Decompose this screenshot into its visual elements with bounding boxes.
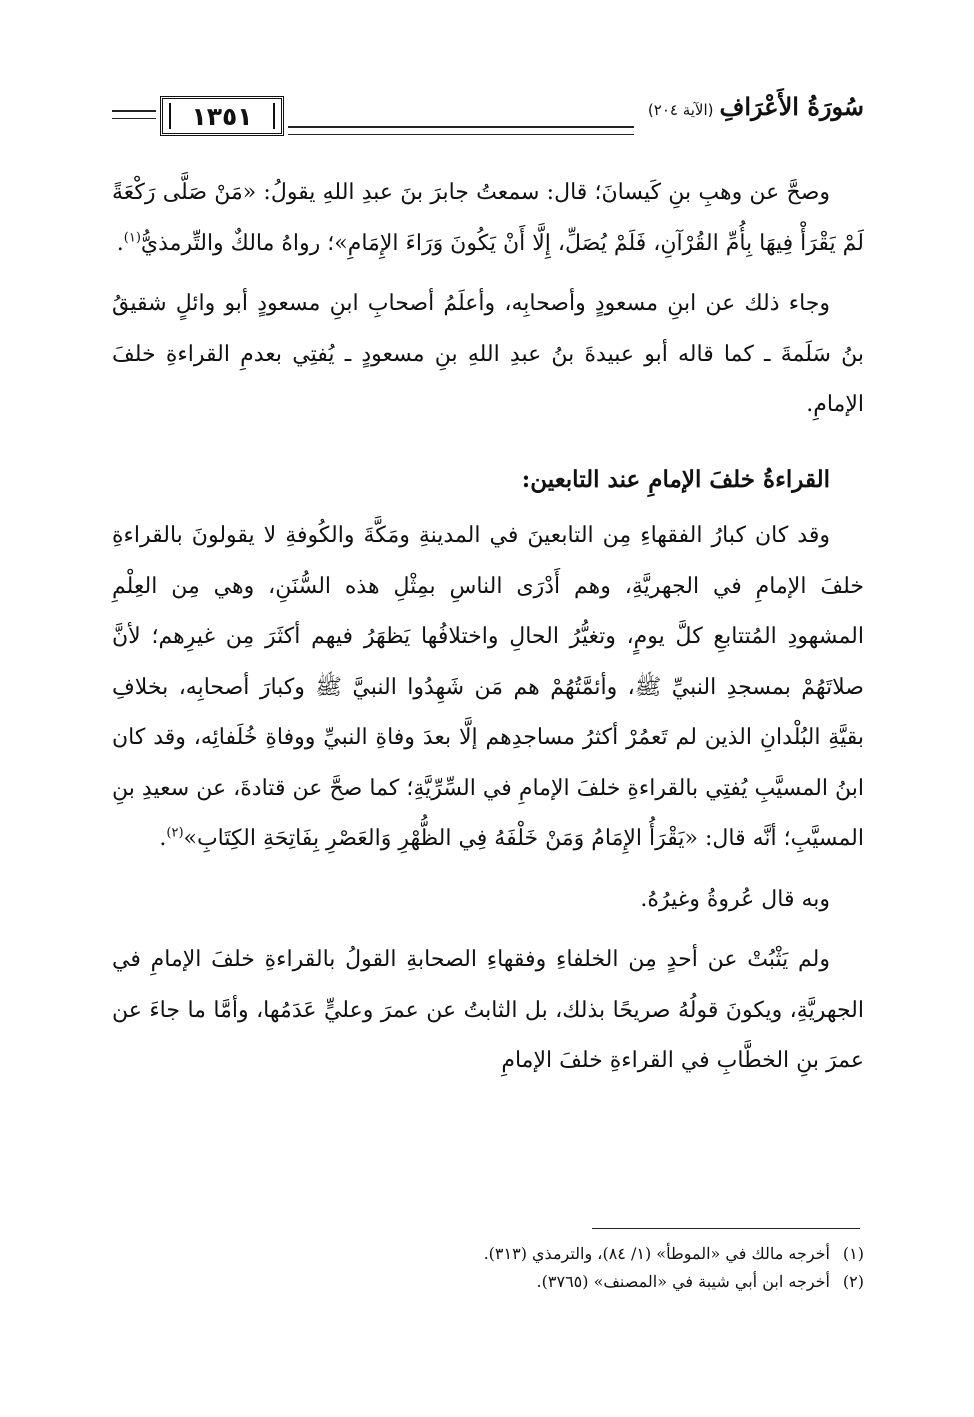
paragraph-1-end: . [116, 230, 124, 256]
paragraph-5: ولم يَثْبُتْ عن أحدٍ مِن الخلفاءِ وفقهاءِ الصحابةِ القولُ بالقراءةِ خلفَ الإمامِ في الجهريَّةِ، ويكونَ قولُهُ صريحًا بذلك، بل الثابتُ عن عمرَ وعليٍّ عَدَمُها، وأمَّا ما جاءَ عن عمرَ بنِ الخطَّابِ في القراءةِ خلفَ الإمامِ [112, 947, 864, 1073]
paragraph-2: وجاء ذلك عن ابنِ مسعودٍ وأصحابِه، وأعلَمُ أصحابِ ابنِ مسعودٍ أبو وائلٍ شقيقُ بنُ سَلَمةَ ـ كما قاله أبو عبيدةَ بنُ عبدِ اللهِ بنِ مسعودٍ ـ يُفتِي بعدمِ القراءةِ خلفَ الإمامِ. [112, 291, 864, 417]
footnotes [112, 1240, 864, 1296]
paragraph-1-text: وصحَّ عن وهبِ بنِ كَيسانَ؛ قال: سمعتُ جابرَ بنَ عبدِ اللهِ يقولُ: «مَنْ صَلَّى رَكْعَةً لَمْ يَقْرَأْ فِيهَا بِأُمِّ القُرْآنِ، فَلَمْ يُصَلِّ، إِلَّا أَنْ يَكُونَ وَرَاءَ الإِمَامِ»؛ رواهُ مالكٌ والتِّرمذيُّ [112, 180, 864, 256]
footnote-1 [112, 1240, 864, 1268]
surah-title [648, 92, 864, 121]
paragraph-3 [112, 511, 864, 865]
surah-title-text: سُورَةُ الأَعْرَافِ [719, 92, 864, 121]
paragraph-4: وبه قال عُروةُ وغيرُهُ. [640, 886, 830, 912]
paragraph-3-end: . [159, 826, 167, 851]
footnote-1-number: (١) [842, 1244, 864, 1263]
page-number-text: ١٣٥١ [191, 101, 253, 131]
section-heading: القراءةُ خلفَ الإمامِ عند التابعين: [521, 465, 830, 493]
page-header [112, 92, 864, 142]
footnote-separator [592, 1228, 860, 1229]
page-number [160, 96, 284, 136]
page-body [112, 168, 864, 1087]
paragraph-1 [112, 168, 864, 269]
header-rule-right [288, 126, 634, 128]
footnote-1-text: أخرجه مالك في «الموطأ» (١/ ٨٤)، والترمذي (٣١٣). [483, 1244, 830, 1263]
footnote-ref-1: (١) [123, 230, 141, 246]
footnote-ref-2: (٢) [166, 825, 184, 841]
verse-reference: (الآية ٢٠٤) [647, 101, 714, 119]
footnote-2 [112, 1268, 864, 1296]
paragraph-3-text: وقد كان كبارُ الفقهاءِ مِن التابعينَ في المدينةِ ومَكَّةَ والكُوفةِ لا يقولونَ بالقراءةِ خلفَ الإمامِ في الجهريَّةِ، وهم أَدْرَى الناسِ بمِثْلِ هذه السُّنَنِ، وهي مِن العِلْمِ المشهودِ المُتتابعِ كلَّ يومٍ، وتغيُّرُ الحالِ واختلافُها يَظهَرُ فيهم أكثَرَ مِن غيرِهم؛ لأنَّ صلاتَهُمْ بمسجدِ النبيِّ ﷺ، وأئمَّتُهُمْ هم مَن شَهِدُوا النبيَّ ﷺ وكبارَ أصحابِه، بخلافِ بقيَّةِ البُلْدانِ الذين لم تَعمُرْ أكثرُ مساجدِهم إلَّا بعدَ وفاةِ النبيِّ ووفاةِ خُلَفائِه، وقد كان ابنُ المسيَّبِ يُفتِي بالقراءةِ خلفَ الإمامِ في السِّرِّيَّةِ؛ كما صحَّ عن قتادةَ، عن سعيدِ بنِ المسيَّبِ؛ أنَّه قال: «يَقْرَأُ الإِمَامُ وَمَنْ خَلْفَهُ فِي الظُّهْرِ وَالعَصْرِ بِفَاتِحَةِ الكِتَابِ» [112, 523, 864, 851]
header-rule-left [112, 110, 156, 112]
header-rule-right-thin [288, 134, 634, 135]
footnote-2-text: أخرجه ابن أبي شيبة في «المصنف» (٣٧٦٥). [536, 1272, 830, 1291]
header-rule-left-thin [112, 118, 156, 119]
footnote-2-number: (٢) [842, 1272, 864, 1291]
